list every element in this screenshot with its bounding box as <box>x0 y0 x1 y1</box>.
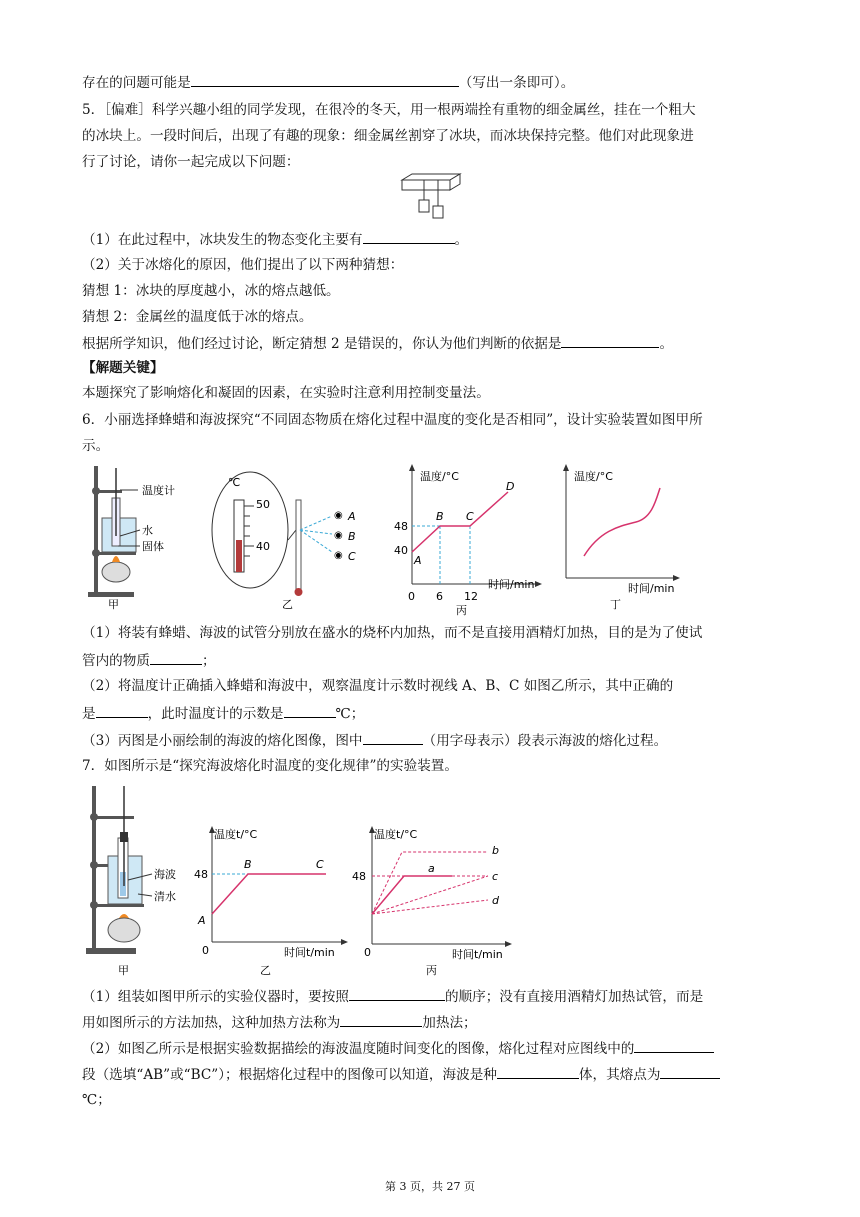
q5-line-1: 5．［偏难］科学兴趣小组的同学发现，在很冷的冬天，用一根两端拴有重物的细金属丝，挂在一个粗大 <box>82 102 696 118</box>
eye-A: A <box>348 510 356 523</box>
answer-blank[interactable] <box>96 703 148 718</box>
q5-guess2: 猜想 2：金属丝的温度低于冰的熔点。 <box>82 309 313 325</box>
bing-y48: 48 <box>352 870 366 883</box>
bing-x6: 6 <box>436 590 443 603</box>
q6-sub1-b: 管内的物质 ； <box>82 650 216 671</box>
q6-sub3: （3）丙图是小丽绘制的海波的熔化图像，图中 （用字母表示）段表示海波的熔化过程。 <box>82 730 667 751</box>
fig6-jia-apparatus <box>82 460 202 610</box>
answer-blank[interactable] <box>363 229 455 244</box>
bing-x0: 0 <box>364 946 371 959</box>
eye-C: C <box>348 550 356 563</box>
fig6-jia-caption: 甲 <box>108 598 119 611</box>
fig7-bing-graph <box>352 822 522 978</box>
yi-x0: 0 <box>202 944 209 957</box>
fig6-ding-graph <box>560 460 690 610</box>
q5-judge: 根据所学知识，他们经过讨论，断定猜想 2 是错误的，你认为他们判断的依据是 。 <box>82 333 673 354</box>
answer-blank[interactable] <box>340 1012 422 1027</box>
q6-line-2: 示。 <box>82 438 110 454</box>
pt-B: B <box>436 510 444 523</box>
q7-sub2-a: （2）如图乙所示是根据实验数据描绘的海波温度随时间变化的图像，熔化过程对应图线中的 <box>82 1038 714 1059</box>
pt-A: A <box>198 914 206 927</box>
bing-y40: 40 <box>394 544 408 557</box>
answer-line-1: 存在的问题可能是 （写出一条即可）。 <box>82 72 574 93</box>
answer-blank[interactable] <box>363 730 423 745</box>
q5-line-3: 行了讨论，请你一起完成以下问题： <box>82 154 300 170</box>
eye-icon: ◉ <box>334 530 343 541</box>
fig6-bing-graph <box>390 460 550 617</box>
unit-label: ℃ <box>228 476 241 489</box>
label-water: 水 <box>142 524 153 537</box>
fig6-ding-caption: 丁 <box>610 598 621 611</box>
answer-blank[interactable] <box>349 986 445 1001</box>
key-title: 【解题关键】 <box>82 360 164 376</box>
bing-ylabel: 温度/°C <box>420 470 459 483</box>
q7-sub2-b: 段（选填“AB”或“BC”）；根据熔化过程中的图像可以知道，海波是种 体，其熔点为 <box>82 1064 720 1085</box>
ding-xlabel: 时间/min <box>628 582 675 595</box>
ding-ylabel: 温度/°C <box>574 470 613 483</box>
label-thermometer: 温度计 <box>142 484 175 497</box>
key-text: 本题探究了影响熔化和凝固的因素，在实验时注意利用控制变量法。 <box>82 385 490 401</box>
yi-ylabel: 温度t/°C <box>214 828 258 841</box>
q7-sub1-b: 用如图所示的方法加热，这种加热方法称为 加热法； <box>82 1012 477 1033</box>
eye-B: B <box>348 530 356 543</box>
answer-blank[interactable] <box>634 1038 714 1053</box>
q7-line-1: 7．如图所示是“探究海波熔化时温度的变化规律”的实验装置。 <box>82 758 458 774</box>
answer-blank[interactable] <box>660 1064 720 1079</box>
q7-sub2-c: ℃； <box>82 1092 111 1108</box>
bing-xlabel: 时间t/min <box>452 948 503 961</box>
q5-sub2: （2）关于冰熔化的原因，他们提出了以下两种猜想： <box>82 257 404 273</box>
eye-icon: ◉ <box>334 550 343 561</box>
eye-icon: ◉ <box>334 510 343 521</box>
label-d: d <box>492 894 499 907</box>
pt-D: D <box>506 480 515 493</box>
label-a: a <box>428 862 435 875</box>
bing-ylabel: 温度t/°C <box>374 828 418 841</box>
answer-blank[interactable] <box>150 650 202 665</box>
label-c: c <box>492 870 499 883</box>
label-b: b <box>492 844 499 857</box>
q5-guess1: 猜想 1：冰块的厚度越小，冰的熔点越低。 <box>82 283 340 299</box>
answer-blank[interactable] <box>284 703 336 718</box>
fig7-yi-caption: 乙 <box>260 964 271 977</box>
fig7-jia-apparatus <box>82 782 192 977</box>
tick-50: 50 <box>256 498 270 511</box>
fig6-yi-thermometer <box>204 460 374 610</box>
bing-x12: 12 <box>464 590 478 603</box>
pt-A: A <box>414 554 422 567</box>
q6-sub2-a: （2）将温度计正确插入蜂蜡和海波中，观察温度计示数时视线 A、B、C 如图乙所示，其中正确的 <box>82 678 674 694</box>
answer-blank[interactable] <box>561 333 659 348</box>
yi-xlabel: 时间t/min <box>284 946 335 959</box>
q5-line-2: 的冰块上。一段时间后，出现了有趣的现象：细金属丝割穿了冰块，而冰块保持完整。他们对此现象进 <box>82 128 694 144</box>
label-water: 清水 <box>154 890 176 903</box>
fig6-bing-caption: 丙 <box>456 604 467 617</box>
bing-xlabel: 时间/min <box>488 578 535 591</box>
pt-C: C <box>466 510 474 523</box>
fig7-bing-caption: 丙 <box>426 964 437 977</box>
bing-y48: 48 <box>394 520 408 533</box>
ice-block-figure <box>398 170 462 220</box>
q7-sub1-a: （1）组装如图甲所示的实验仪器时，要按照 的顺序；没有直接用酒精灯加热试管，而是 <box>82 986 703 1007</box>
yi-y48: 48 <box>194 868 208 881</box>
fig7-yi-graph <box>196 822 356 978</box>
page-footer: 第 3 页，共 27 页 <box>385 1180 475 1193</box>
bing-x0: 0 <box>408 590 415 603</box>
tick-40: 40 <box>256 540 270 553</box>
q5-sub1: （1）在此过程中，冰块发生的物态变化主要有 。 <box>82 229 468 250</box>
q6-sub1-a: （1）将装有蜂蜡、海波的试管分别放在盛水的烧杯内加热，而不是直接用酒精灯加热，目的是为了使试 <box>82 625 703 641</box>
answer-blank[interactable] <box>497 1064 579 1079</box>
q6-line-1: 6．小丽选择蜂蜡和海波探究“不同固态物质在熔化过程中温度的变化是否相同”，设计实验装置如图甲所 <box>82 412 703 428</box>
pt-B: B <box>244 858 252 871</box>
pt-C: C <box>316 858 324 871</box>
fig6-yi-caption: 乙 <box>282 598 293 611</box>
label-solid: 固体 <box>142 540 164 553</box>
answer-blank[interactable] <box>191 72 459 87</box>
fig7-jia-caption: 甲 <box>118 964 129 977</box>
label-haibo: 海波 <box>154 868 176 881</box>
q6-sub2-b: 是 ，此时温度计的示数是 ℃； <box>82 703 364 724</box>
